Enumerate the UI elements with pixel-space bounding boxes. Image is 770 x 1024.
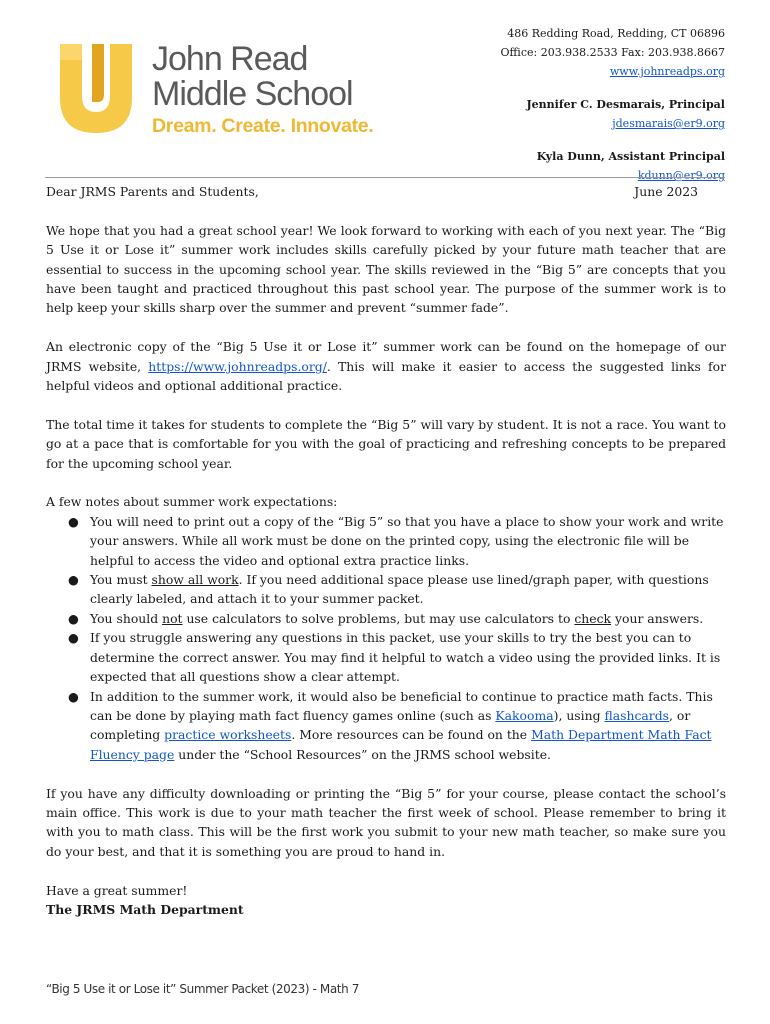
jrms-website-link[interactable]: https://www.johnreadps.org/ <box>148 358 327 374</box>
bullet-icon: ● <box>68 610 79 626</box>
paragraph-difficulty: If you have any difficulty downloading or printing the “Big 5” for your course, please contact the school’s main office. This work is due to your math teacher the first week of school. Please remember to bring it with you to math class. This will be the first work you submit to your new math teacher, so make sure you do your best, and that it is something you are proud to hand in. <box>46 785 726 859</box>
principal-name: Jennifer C. Desmarais, Principal <box>526 98 725 111</box>
greeting: Dear JRMS Parents and Students, <box>46 184 259 199</box>
jr-monogram-icon <box>52 40 142 135</box>
list-item: ● If you struggle answering any questions in this packet, use your skills to try the best you can to determine the correct answer. You may find it helpful to watch a video using the provided links. It is expected that all questions show a clear attempt. <box>68 630 721 685</box>
bullet-icon: ● <box>68 572 79 588</box>
assistant-email-link[interactable]: kdunn@er9.org <box>637 169 725 182</box>
practice-worksheets-link[interactable]: practice worksheets <box>164 727 292 743</box>
list-item: ● In addition to the summer work, it would also be beneficial to continue to practice math facts. This can be done by playing math fact fluency games online (such as Kakooma), using flashcards, or completing practice worksheets. More resources can be found on the Math Department Math Fact Fluency page under the “School Resources” on the JRMS school website. <box>68 688 713 762</box>
closing: Have a great summer! <box>46 882 188 898</box>
contact-block <box>395 24 725 185</box>
flashcards-link[interactable]: flashcards <box>604 707 670 723</box>
kakooma-link[interactable]: Kakooma <box>495 707 554 723</box>
paragraph-time: The total time it takes for students to complete the “Big 5” will vary by student. It is not a race. You want to go at a pace that is comfortable for you with the goal of practicing and refreshing concepts to be prepared for the upcoming school year. <box>46 416 726 471</box>
list-item: ● You must show all work. If you need additional space please use lined/graph paper, with questions clearly labeled, and attach it to your summer packet. <box>68 572 709 607</box>
list-item: ● You should not use calculators to solve problems, but may use calculators to check your answers. <box>68 609 726 628</box>
paragraph-electronic-copy: An electronic copy of the “Big 5 Use it or Lose it” summer work can be found on the homepage of our JRMS website, https://www.johnreadps.org/. This will make it easier to access the suggested links for helpful videos and optional additional practice. <box>46 339 726 394</box>
school-phone-fax: Office: 203.938.2533 Fax: 203.938.8667 <box>500 46 725 59</box>
expectations-list <box>46 512 726 764</box>
logo-line-2: Middle School <box>152 75 353 113</box>
math-fact-fluency-link[interactable]: Math Department Math Fact Fluency page <box>90 727 712 762</box>
header-divider <box>45 177 725 178</box>
list-item: ● You will need to print out a copy of the “Big 5” so that you have a place to show your work and write your answers. While all work must be done on the printed copy, using the electronic file will be helpful to access the video and optional extra practice links. <box>68 513 724 568</box>
principal-email-link[interactable]: jdesmarais@er9.org <box>612 117 725 130</box>
logo-tagline: Dream. Create. Innovate. <box>152 115 374 137</box>
bullet-icon: ● <box>68 688 79 704</box>
logo-line-1: John Read <box>152 40 308 78</box>
signature: The JRMS Math Department <box>46 901 244 917</box>
letter-date: June 2023 <box>634 184 698 199</box>
notes-intro: A few notes about summer work expectations: <box>46 494 338 510</box>
bullet-icon: ● <box>68 513 79 529</box>
page-footer: “Big 5 Use it or Lose it” Summer Packet (2023) - Math 7 <box>46 982 359 996</box>
assistant-principal-name: Kyla Dunn, Assistant Principal <box>536 150 725 163</box>
paragraph-intro: We hope that you had a great school year! We look forward to working with each of you next year. The “Big 5 Use it or Lose it” summer work includes skills carefully picked by your future math teacher that are essential to success in the upcoming school year. The skills reviewed in the “Big 5” are concepts that you have been taught and practiced throughout this past school year. The purpose of the summer work is to help keep your skills sharp over the summer and prevent “summer fade”. <box>46 222 726 316</box>
school-address: 486 Redding Road, Redding, CT 06896 <box>507 27 725 40</box>
bullet-icon: ● <box>68 630 79 646</box>
school-logo <box>52 40 397 135</box>
school-website-link[interactable]: www.johnreadps.org <box>609 65 725 78</box>
letter-body <box>46 182 726 919</box>
